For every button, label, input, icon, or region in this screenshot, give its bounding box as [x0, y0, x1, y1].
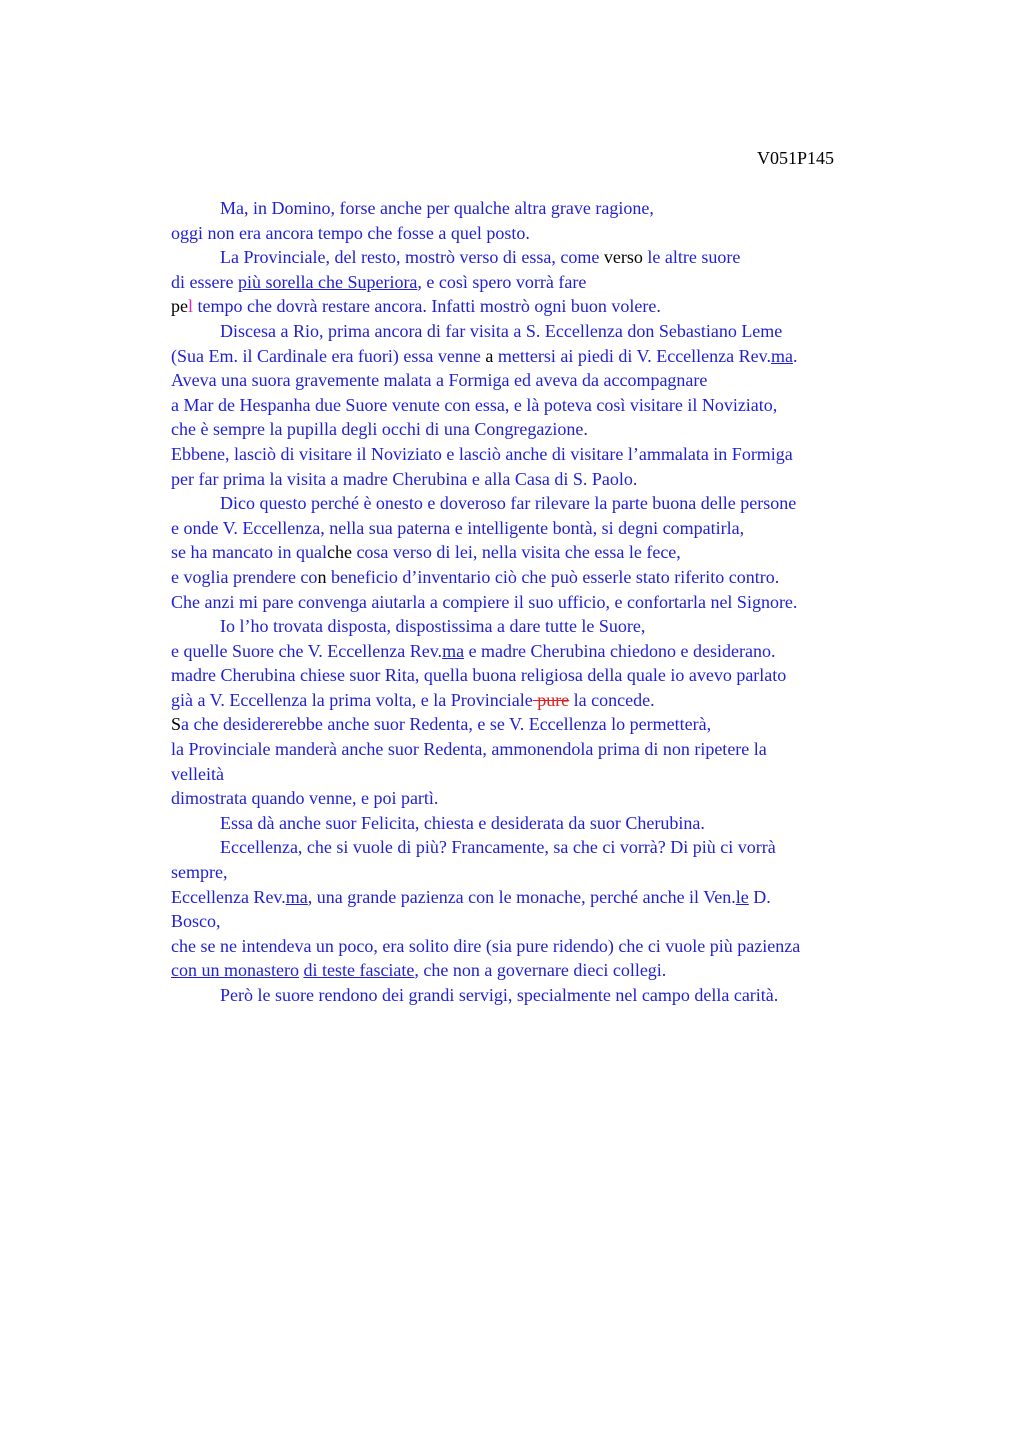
text-line — [171, 786, 895, 811]
text-line — [171, 663, 895, 688]
text-segment: verso — [603, 247, 643, 268]
text-line — [171, 565, 895, 590]
text-line — [171, 368, 895, 393]
underlined-text: ma — [770, 345, 793, 366]
text-segment: oggi non era ancora tempo che fosse a quel posto. — [171, 222, 530, 243]
text-segment: . — [792, 345, 798, 366]
text-segment: tempo che dovrà restare ancora. Infatti mostrò ogni buon volere. — [193, 296, 661, 317]
text-segment: già a V. Eccellenza la prima volta, e la Provinciale — [171, 689, 533, 710]
text-line — [171, 540, 895, 565]
page-id: V051P145 — [757, 148, 835, 168]
text-line — [171, 614, 895, 639]
text-line — [171, 491, 895, 516]
underlined-text: con un monastero — [171, 960, 299, 981]
text-segment: e madre Cherubina chiedono e desiderano. — [464, 640, 776, 661]
text-segment: Essa dà anche suor Felicita, chiesta e desiderata da suor Cherubina. — [220, 812, 705, 833]
text-segment: a Mar de Hespanha due Suore venute con essa, e là poteva così visitare il Noviziato, — [171, 394, 778, 415]
underlined-text: le — [735, 886, 749, 907]
text-line — [171, 442, 895, 467]
text-line — [171, 467, 895, 492]
text-segment: Ebbene, lasciò di visitare il Noviziato e lasciò anche di visitare l’ammalata in Formiga — [171, 443, 793, 464]
text-line — [171, 221, 895, 246]
text-segment: sempre, — [171, 862, 228, 883]
text-segment: e onde V. Eccellenza, nella sua paterna e intelligente bontà, si degni compatirla, — [171, 517, 745, 538]
text-line — [171, 393, 895, 418]
text-line — [171, 885, 895, 910]
text-segment: a che desidererebbe anche suor Redenta, e se V. Eccellenza lo permetterà, — [181, 714, 712, 735]
text-line — [171, 983, 895, 1008]
text-line — [171, 294, 895, 319]
text-line — [171, 590, 895, 615]
text-segment: , una grande pazienza con le monache, perché anche il Ven. — [307, 886, 736, 907]
text-line — [171, 344, 895, 369]
text-line — [171, 958, 895, 983]
text-segment: la Provinciale manderà anche suor Redenta, ammonendola prima di non ripetere la — [171, 739, 767, 760]
underlined-text: di teste fasciate — [303, 960, 415, 981]
text-segment: La Provinciale, del resto, mostrò verso di essa, come — [220, 247, 604, 268]
text-segment: Che anzi mi pare convenga aiutarla a compiere il suo ufficio, e confortarla nel Signore. — [171, 591, 798, 612]
text-segment: Ma, in Domino, forse anche per qualche altra grave ragione, — [220, 198, 654, 218]
text-segment: se ha mancato in qual — [171, 542, 327, 563]
text-segment: che è sempre la pupilla degli occhi di una Congregazione. — [171, 419, 588, 440]
text-segment: , che non a governare dieci collegi. — [414, 960, 667, 981]
text-segment: che se ne intendeva un poco, era solito dire (sia pure ridendo) che ci vuole più pazienza — [171, 935, 801, 956]
text-line — [171, 712, 895, 737]
text-segment: D. — [748, 886, 771, 907]
text-line — [171, 811, 895, 836]
text-segment: e quelle Suore che V. Eccellenza Rev. — [171, 640, 443, 661]
text-segment: S — [171, 714, 182, 735]
underlined-text: ma — [442, 640, 465, 661]
text-segment: Dico questo perché è onesto e doveroso far rilevare la parte buona delle persone — [220, 493, 797, 514]
underlined-text: ma — [285, 886, 308, 907]
text-segment: (Sua Em. il Cardinale era fuori) essa venne — [171, 345, 486, 366]
text-segment: cosa verso di lei, nella visita che essa le fece, — [351, 542, 681, 563]
text-segment: per far prima la visita a madre Cherubina e alla Casa di S. Paolo. — [171, 468, 638, 489]
text-line — [171, 909, 895, 934]
text-line — [171, 196, 895, 221]
text-line — [171, 762, 895, 787]
text-segment: dimostrata quando venne, e poi partì. — [171, 788, 439, 809]
text-segment: e voglia prendere co — [171, 566, 318, 587]
text-segment: , e così spero vorrà fare — [417, 271, 587, 292]
text-segment: Aveva una suora gravemente malata a Formiga ed aveva da accompagnare — [171, 370, 708, 391]
text-segment: di essere — [171, 271, 238, 292]
text-segment: pe — [171, 296, 188, 317]
underlined-text: più sorella che Superiora — [237, 271, 418, 292]
deleted-text: pure — [532, 689, 570, 710]
text-segment: velleità — [171, 763, 224, 784]
letter-body — [171, 196, 895, 1008]
text-line — [171, 245, 895, 270]
text-segment: madre Cherubina chiese suor Rita, quella buona religiosa della quale io avevo parlato — [171, 665, 787, 686]
text-line — [171, 737, 895, 762]
text-segment: Però le suore rendono dei grandi servigi, specialmente nel campo della carità. — [220, 985, 779, 1005]
text-segment: la concede. — [569, 689, 655, 710]
text-line — [171, 417, 895, 442]
text-segment: l — [188, 296, 194, 317]
text-segment: le altre suore — [642, 247, 741, 268]
text-line — [171, 860, 895, 885]
text-segment: a — [485, 345, 494, 366]
text-segment: che — [326, 542, 352, 563]
text-line — [171, 688, 895, 713]
text-segment: n — [317, 566, 327, 587]
text-line — [171, 270, 895, 295]
text-line — [171, 516, 895, 541]
text-line — [171, 319, 895, 344]
text-segment: Eccellenza Rev. — [171, 886, 286, 907]
text-line — [171, 934, 895, 959]
text-line — [171, 835, 895, 860]
text-segment: mettersi ai piedi di V. Eccellenza Rev. — [493, 345, 771, 366]
text-segment: Io l’ho trovata disposta, dispostissima a dare tutte le Suore, — [220, 616, 646, 637]
text-segment: Discesa a Rio, prima ancora di far visita a S. Eccellenza don Sebastiano Leme — [220, 320, 783, 341]
text-segment: beneficio d’inventario ciò che può esserle stato riferito contro. — [326, 566, 780, 587]
text-segment: Eccellenza, che si vuole di più? Francamente, sa che ci vorrà? Di più ci vorrà — [220, 837, 776, 858]
text-line — [171, 639, 895, 664]
text-segment: Bosco, — [171, 911, 221, 932]
